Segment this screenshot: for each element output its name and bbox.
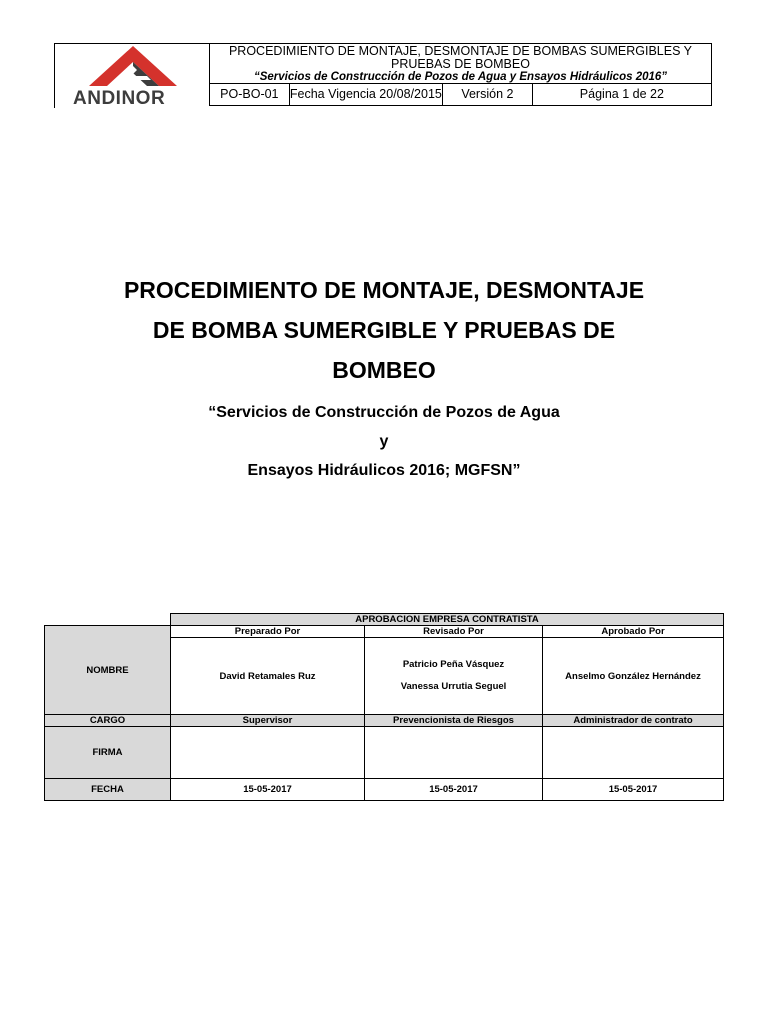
fecha-aprobado: 15-05-2017	[543, 779, 724, 801]
cargo-aprobado: Administrador de contrato	[543, 715, 724, 727]
nombre-preparado: David Retamales Ruz	[171, 638, 365, 715]
subtitle-line1: “Servicios de Construcción de Pozos de Agua	[208, 404, 560, 421]
title-line1: PROCEDIMIENTO DE MONTAJE, DESMONTAJE	[123, 277, 645, 303]
fecha-preparado: 15-05-2017	[171, 779, 365, 801]
nombre-aprobado: Anselmo González Hernández	[543, 638, 724, 715]
fecha-vigencia: Fecha Vigencia 20/08/2015	[290, 84, 443, 105]
header-title-cell	[209, 43, 712, 84]
document-header	[54, 43, 713, 107]
column-header-preparado: Preparado Por	[171, 626, 365, 638]
fecha-revisado: 15-05-2017	[365, 779, 543, 801]
document-title	[60, 270, 708, 390]
nombre-revisado	[365, 638, 543, 715]
subtitle-line3: Ensayos Hidráulicos 2016; MGFSN”	[247, 462, 521, 479]
column-header-revisado: Revisado Por	[365, 626, 543, 638]
firma-revisado	[365, 727, 543, 779]
cargo-preparado: Supervisor	[171, 715, 365, 727]
row-label-firma: FIRMA	[45, 727, 171, 779]
logo-text: ANDINOR	[73, 88, 166, 109]
document-subtitle	[60, 398, 708, 485]
approval-table	[44, 613, 724, 801]
nombre-revisado-2: Vanessa Urrutia Seguel	[400, 681, 507, 692]
subtitle-line2: y	[379, 433, 389, 450]
table-corner	[45, 614, 171, 626]
column-header-aprobado: Aprobado Por	[543, 626, 724, 638]
row-label-cargo: CARGO	[45, 715, 171, 727]
page-number: Página 1 de 22	[579, 87, 664, 101]
title-line3: BOMBEO	[332, 357, 436, 383]
nombre-revisado-1: Patricio Peña Vásquez	[402, 659, 505, 670]
andinor-logo-icon	[89, 46, 177, 88]
version: Versión 2	[443, 84, 533, 105]
header-title-line2: PRUEBAS DE BOMBEO	[391, 57, 530, 71]
row-label-fecha: FECHA	[45, 779, 171, 801]
cargo-revisado: Prevencionista de Riesgos	[365, 715, 543, 727]
header-meta-row	[209, 84, 712, 106]
title-line2: DE BOMBA SUMERGIBLE Y PRUEBAS DE	[152, 317, 616, 343]
approval-heading: APROBACION EMPRESA CONTRATISTA	[171, 614, 724, 626]
logo-cell	[54, 43, 210, 108]
header-title-line1: PROCEDIMIENTO DE MONTAJE, DESMONTAJE DE BOMBAS SUMERGIBLES Y	[228, 44, 693, 58]
header-title-line3: “Servicios de Construcción de Pozos de Agua y Ensayos Hidráulicos 2016”	[253, 71, 668, 83]
firma-preparado	[171, 727, 365, 779]
document-code: PO-BO-01	[210, 84, 290, 105]
row-label-nombre: NOMBRE	[45, 626, 171, 715]
firma-aprobado	[543, 727, 724, 779]
